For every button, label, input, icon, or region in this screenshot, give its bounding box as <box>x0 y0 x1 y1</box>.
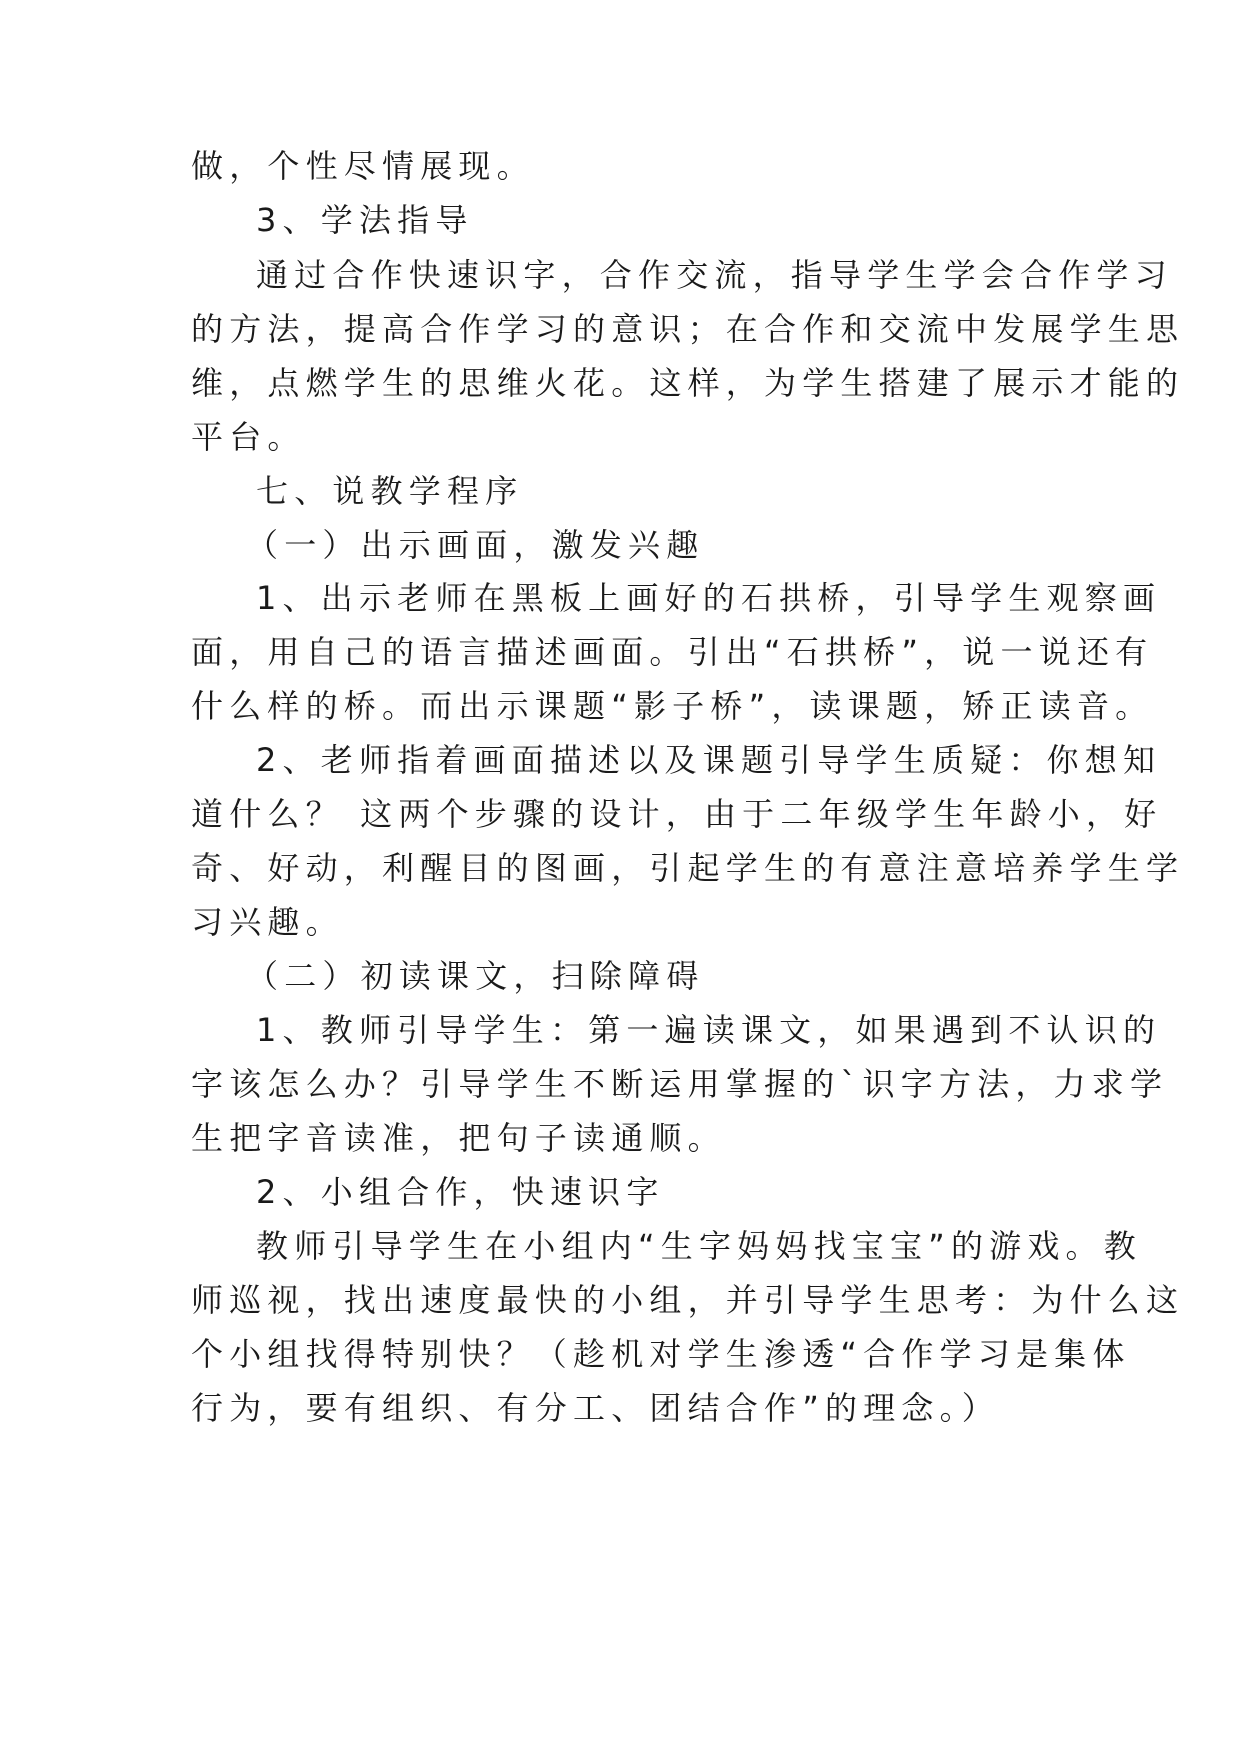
body-text-line: 道什么？ 这两个步骤的设计，由于二年级学生年龄小，好 <box>191 795 1163 833</box>
body-text-line: 平台。 <box>191 418 306 456</box>
body-text-line: 维，点燃学生的思维火花。这样，为学生搭建了展示才能的 <box>191 364 1185 402</box>
body-text-line: 字该怎么办？引导学生不断运用掌握的`识字方法，力求学 <box>191 1065 1169 1103</box>
section-heading: 2、小组合作，快速识字 <box>256 1173 665 1211</box>
section-heading: 3、学法指导 <box>256 201 474 239</box>
body-text-line: 面，用自己的语言描述画面。引出“石拱桥”，说一说还有 <box>191 633 1154 671</box>
body-text-line: 1、出示老师在黑板上画好的石拱桥，引导学生观察画 <box>256 579 1162 617</box>
subsection-heading: （二）初读课文，扫除障碍 <box>246 957 705 995</box>
body-text-line: 的方法，提高合作学习的意识；在合作和交流中发展学生思 <box>191 310 1185 348</box>
body-text-line: 生把字音读准，把句子读通顺。 <box>191 1119 726 1157</box>
body-text-line: 习兴趣。 <box>191 903 344 941</box>
body-text-line: 行为，要有组织、有分工、团结合作”的理念。） <box>191 1389 1000 1427</box>
body-text-line: 教师引导学生在小组内“生字妈妈找宝宝”的游戏。教 <box>256 1227 1142 1265</box>
section-heading: 七、说教学程序 <box>256 472 524 510</box>
body-text-line: 奇、好动，利醒目的图画，引起学生的有意注意培养学生学 <box>191 849 1185 887</box>
body-text-line: 什么样的桥。而出示课题“影子桥”，读课题，矫正读音。 <box>191 687 1154 725</box>
body-text-line: 做，个性尽情展现。 <box>191 147 535 185</box>
body-text-line: 个小组找得特别快？（趁机对学生渗透“合作学习是集体 <box>191 1335 1131 1373</box>
body-text-line: 1、教师引导学生：第一遍读课文，如果遇到不认识的 <box>256 1011 1162 1049</box>
body-text-line: 通过合作快速识字，合作交流，指导学生学会合作学习 <box>256 256 1173 294</box>
subsection-heading: （一）出示画面，激发兴趣 <box>246 526 705 564</box>
body-text-line: 师巡视，找出速度最快的小组，并引导学生思考：为什么这 <box>191 1281 1185 1319</box>
body-text-line: 2、老师指着画面描述以及课题引导学生质疑：你想知 <box>256 741 1162 779</box>
